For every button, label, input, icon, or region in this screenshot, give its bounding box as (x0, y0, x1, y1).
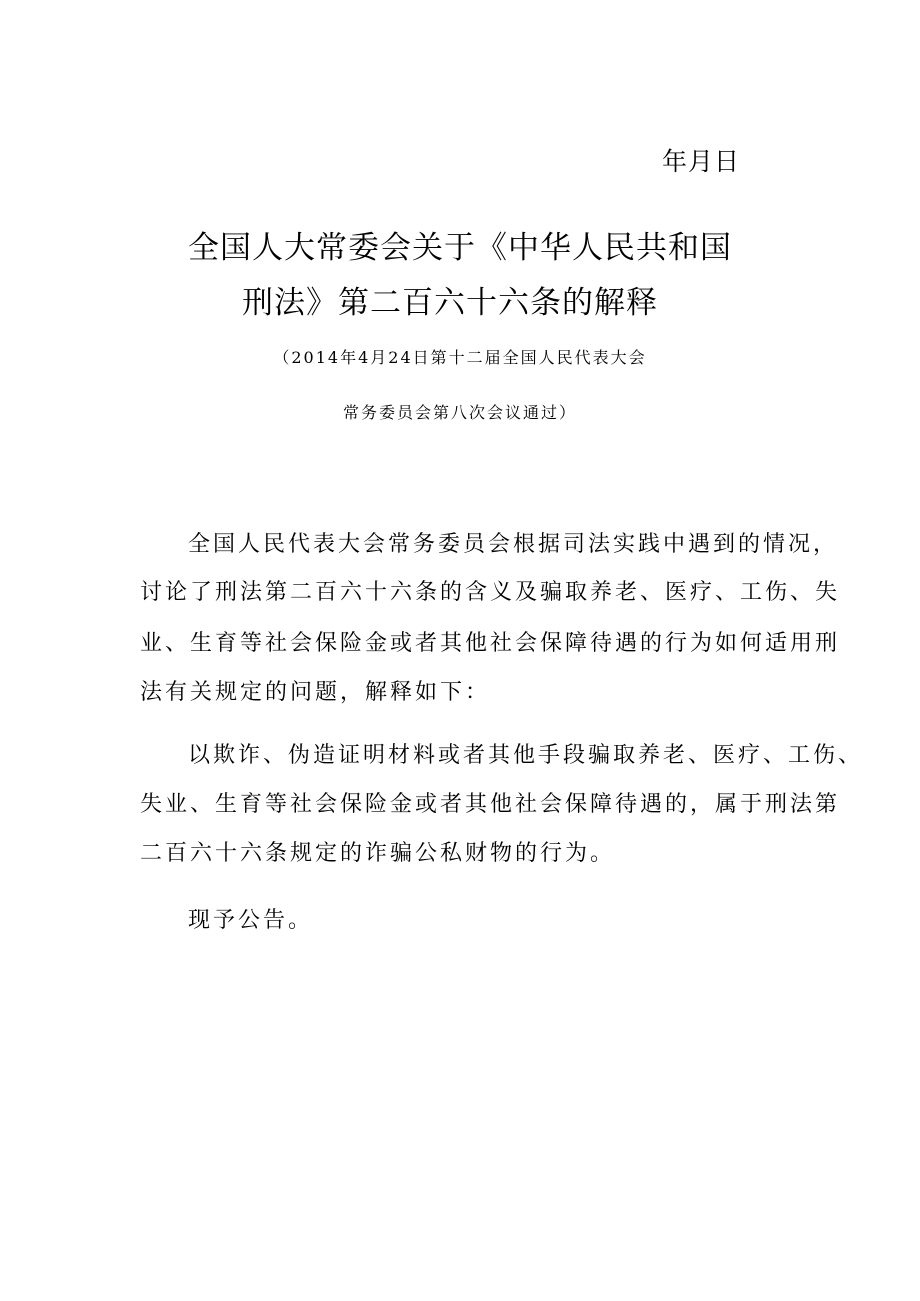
closing-line: 现予公告。 (188, 908, 314, 933)
body-line: 法有关规定的问题，解释如下： (140, 680, 491, 705)
body-line: 全国人民代表大会常务委员会根据司法实践中遇到的情况， (188, 532, 839, 557)
subtitle-line-2: 常务委员会第八次会议通过） (342, 403, 577, 422)
body-line: 以欺诈、伪造证明材料或者其他手段骗取养老、医疗、工伤、 (188, 743, 864, 768)
subtitle-line-1: （2014年4月24日第十二届全国人民代表大会 (273, 348, 647, 367)
title-line-2: 刑法》第二百六十六条的解释 (242, 285, 658, 321)
body-line: 业、生育等社会保险金或者其他社会保障待遇的行为如何适用刑 (140, 631, 841, 656)
body-line: 讨论了刑法第二百六十六条的含义及骗取养老、医疗、工伤、失 (140, 580, 841, 605)
title-line-1: 全国人大常委会关于《中华人民共和国 (188, 230, 732, 266)
date-line: 年月日 (662, 147, 741, 176)
body-line: 二百六十六条规定的诈骗公私财物的行为。 (140, 841, 616, 866)
body-line: 失业、生育等社会保险金或者其他社会保障待遇的，属于刑法第 (140, 792, 841, 817)
